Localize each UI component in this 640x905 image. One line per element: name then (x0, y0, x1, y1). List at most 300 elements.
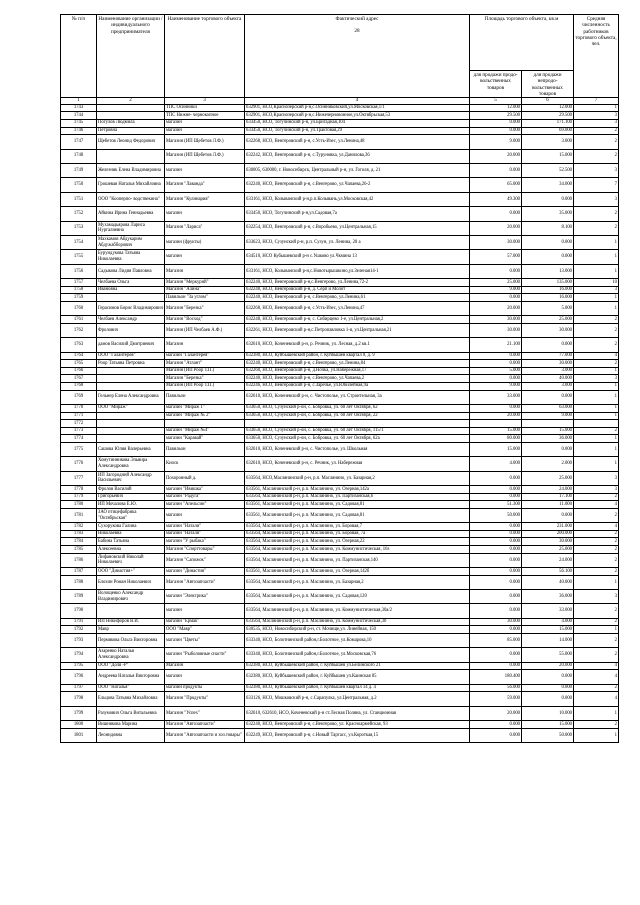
table-row (61, 412, 619, 420)
header-area-group: Площадь торгового объекта, кв.м (470, 15, 574, 71)
cell-number: 1767 (61, 375, 97, 383)
cell-area-food: 0.000 (470, 728, 522, 742)
cell-organization: Сухорукова Галина (97, 523, 165, 531)
cell-staff: 1 (574, 294, 619, 302)
cell-area-food: 180.400 (470, 670, 522, 684)
cell-area-food: 0.000 (470, 604, 522, 618)
cell-area-nonfood: 3.000 (522, 367, 574, 375)
cell-number: 1757 (61, 279, 97, 287)
cell-address: 630535, НСО, Новосибирский р-н, ст. Мочище,ул. Линейная, 150 (245, 626, 470, 634)
cell-trade-object: магазин (165, 670, 245, 684)
cell-trade-object: Магазин (165, 338, 245, 352)
cell-area-nonfood: 35.000 (522, 207, 574, 221)
cell-trade-object: Магазин "Березка" (165, 375, 245, 383)
table-row (61, 382, 619, 390)
cell-address: 632240, НСО, Венгеровский р-н,с.Венгерово, ул.Ленина,72-2 (245, 279, 470, 287)
cell-number: 1753 (61, 221, 97, 235)
cell-address: 633564, НСО,Маслянинский р-н, р.п. Маслянино, ул. Базарная,2 (245, 471, 470, 485)
cell-address: 633623, НСО, Сузунский р-н, р.п. Сузун, ул. Ленина, 20 а (245, 235, 470, 249)
cell-area-nonfood: 8.100 (522, 221, 574, 235)
cell-trade-object: магазин (165, 508, 245, 522)
table-row (61, 553, 619, 567)
cell-trade-object: магазин (165, 207, 245, 221)
cell-number: 1747 (61, 135, 97, 149)
cell-staff: 1 (574, 250, 619, 264)
table-header (61, 15, 619, 105)
header-staff: Средняя численность работников торгового объекта, чел. (574, 15, 619, 98)
cell-area-food: 30.000 (470, 618, 522, 626)
header-area-nonfood: для продажи непродо- вольственных товаров (522, 71, 574, 98)
cell-staff: 2 (574, 634, 619, 648)
cell-area-food: 12.000 (470, 104, 522, 112)
cell-address: 633564, Маслянинский р-н, р.п. Маслянино, ул. Садовая,120 (245, 590, 470, 604)
cell-staff: 1 (574, 390, 619, 404)
cell-organization (97, 367, 165, 375)
table-row (61, 301, 619, 315)
cell-staff: 1 (574, 235, 619, 249)
cell-staff: 2 (574, 493, 619, 501)
cell-area-nonfood: 40.000 (522, 575, 574, 589)
cell-trade-object: магазин (165, 604, 245, 618)
cell-area-food: 20.000 (470, 412, 522, 420)
table-row (61, 286, 619, 294)
table-row (61, 457, 619, 471)
cell-organization: Погулов Людмила (97, 119, 165, 127)
cell-area-food: 0.000 (470, 575, 522, 589)
cell-trade-object: Павильон (165, 390, 245, 404)
cell-area-food: 80.000 (470, 435, 522, 443)
table-row (61, 648, 619, 662)
table-row (61, 471, 619, 485)
cell-staff: 1 (574, 404, 619, 412)
cell-organization: Азаренко Наталья Александровна (97, 648, 165, 662)
cell-area-food: 56.000 (470, 684, 522, 692)
cell-trade-object: магазин "Династия" (165, 568, 245, 576)
cell-address: 632268, НСО, Венгеровский р-н, с.Усть-Изес, ул.Ленина,48 (245, 135, 470, 149)
cell-staff: 2 (574, 604, 619, 618)
table-row (61, 626, 619, 634)
cell-area-nonfood: 2.000 (522, 457, 574, 471)
column-number: 4 (245, 98, 470, 105)
table-row (61, 493, 619, 501)
table-row (61, 692, 619, 706)
header-address (245, 15, 470, 98)
cell-area-nonfood: 0.000 (522, 692, 574, 706)
cell-staff: 2 (574, 618, 619, 626)
cell-area-nonfood: 20.000 (522, 662, 574, 670)
cell-trade-object: Магазин "Сапожок" (165, 553, 245, 567)
cell-number: 1775 (61, 442, 97, 456)
cell-area-nonfood: 29.500 (522, 112, 574, 120)
table-row (61, 375, 619, 383)
cell-area-nonfood: 0.000 (522, 338, 574, 352)
cell-area-nonfood: 4.000 (522, 618, 574, 626)
cell-area-food: 0.000 (470, 127, 522, 135)
cell-trade-object: магазин "Натали" (165, 530, 245, 538)
cell-area-nonfood: 0.000 (522, 684, 574, 692)
cell-organization: Бабина Татьяна (97, 538, 165, 546)
cell-trade-object: Магазин "Восход" (165, 316, 245, 324)
cell-address: 632240, НСО, Венгеровский р-н, с.Венгерово, ул.Чапаева,26-2 (245, 178, 470, 192)
table-row (61, 604, 619, 618)
cell-address: 632248, НСО, Венгеровский р-н, с. Сибирцево 1-е, ул.Центральная,2 (245, 316, 470, 324)
cell-address: 632248, НСО, Венгеровский р-н, д. Серп и Молот (245, 286, 470, 294)
cell-address: 633340, НСО, Болотнинский район,г.Болотное, ул.Московская,76 (245, 648, 470, 662)
cell-trade-object: магазин "Электрика" (165, 590, 245, 604)
cell-number: 1756 (61, 264, 97, 278)
column-number: 5 (470, 98, 522, 105)
table-row (61, 323, 619, 337)
table-row (61, 508, 619, 522)
cell-staff: 2 (574, 721, 619, 729)
table-row (61, 568, 619, 576)
cell-staff: 2 (574, 648, 619, 662)
cell-address: 632610, НСО, Коченевский р-н, с. Чистополье, ул. Строительная, 3а (245, 390, 470, 404)
cell-organization: Сашова Юлия Валерьевна (97, 442, 165, 456)
cell-staff: 1 (574, 382, 619, 390)
cell-area-nonfood: 30.000 (522, 360, 574, 368)
cell-number: 1748 (61, 149, 97, 163)
cell-organization: ЗАО птицефабрика "Октябрьская" (97, 508, 165, 522)
cell-organization: Мавр (97, 626, 165, 634)
cell-trade-object: Магазин "Автозапчасти и хоз.товары" (165, 728, 245, 742)
cell-staff: 2 (574, 427, 619, 435)
cell-staff (574, 420, 619, 428)
cell-organization: Гельнер Елена Александровна (97, 390, 165, 404)
cell-number: 1758 (61, 286, 97, 294)
cell-area-nonfood: 171.100 (522, 119, 574, 127)
table-row (61, 264, 619, 278)
cell-trade-object: магазин продукты (165, 684, 245, 692)
cell-address: 632380, НСО, Куйбышевский район, г. Куйбышев квартал 8, д. 9 (245, 352, 470, 360)
table-row (61, 728, 619, 742)
cell-area-food: 65.000 (470, 178, 522, 192)
cell-trade-object: Магазин "Атлант" (165, 360, 245, 368)
cell-staff: 3 (574, 119, 619, 127)
table-row (61, 294, 619, 302)
cell-trade-object: магазин (165, 127, 245, 135)
cell-trade-object: Магазин "Березка" (165, 301, 245, 315)
cell-area-food: 15.000 (470, 427, 522, 435)
header-area-food: для продажи продо- вольственных товаров (470, 71, 522, 98)
cell-number: 1790 (61, 604, 97, 618)
cell-address: 634510, НСО Кубышевский р-н с.Ушково ул.Чкмина 13 (245, 250, 470, 264)
cell-organization: Блохин Роман Николаевич (97, 575, 165, 589)
cell-staff: 1 (574, 575, 619, 589)
cell-address: 632380, НСО, Куйбышевский район, г. Куйбышев ул.Каинская 85 (245, 670, 470, 684)
cell-area-nonfood: 25.000 (522, 316, 574, 324)
cell-area-food: 0.000 (470, 207, 522, 221)
cell-trade-object: Магазин "Лариса" (165, 221, 245, 235)
table-row (61, 427, 619, 435)
cell-staff: 2 (574, 568, 619, 576)
cell-address: 632380, НСО, Куйбышевский район, г. Куйбышев квартал 14 д. 4 (245, 684, 470, 692)
cell-number: 1783 (61, 530, 97, 538)
cell-trade-object: Магазин (165, 662, 245, 670)
cell-trade-object: магазин "Апельсин" (165, 501, 245, 509)
cell-number: 1763 (61, 338, 97, 352)
cell-staff: 3 (574, 590, 619, 604)
cell-staff: 1 (574, 442, 619, 456)
cell-area-nonfood: 30.000 (522, 323, 574, 337)
cell-number: 1784 (61, 538, 97, 546)
cell-number: 1786 (61, 553, 97, 567)
cell-organization (97, 382, 165, 390)
cell-organization: Герасимов Борис Владимирович (97, 301, 165, 315)
cell-area-food: 9.000 (470, 286, 522, 294)
cell-number: 1774 (61, 435, 97, 443)
cell-area-nonfood: 16.000 (522, 294, 574, 302)
cell-trade-object: магазин "Мираж 1" (165, 404, 245, 412)
cell-address: 632242, НСО, Венгеровский р-н, с.Туруновка, ул.Данилова,36 (245, 149, 470, 163)
cell-address: 633650, НСО, Сузунский р-он, с. Бобровка, ул. 60 лет Октября, 22 (245, 412, 470, 420)
table-row (61, 546, 619, 554)
cell-area-food: 0.000 (470, 471, 522, 485)
cell-number: 1765 (61, 360, 97, 368)
cell-address: 633561, Маслянинский р-н, р.п. Маслянино, ул. Озерная,142а (245, 486, 470, 494)
cell-address: 633564, Маслянинский р-н, р.п. Маслянино, ул. Коммунистическая,30 (245, 618, 470, 626)
cell-trade-object: Магазин "Меркурий" (165, 279, 245, 287)
column-number: 2 (97, 98, 165, 105)
cell-staff: 2 (574, 135, 619, 149)
cell-area-food: 0.000 (470, 721, 522, 729)
cell-organization: Грошевая Наталья Михайловна (97, 178, 165, 192)
cell-number: 1770 (61, 404, 97, 412)
cell-staff: 2 (574, 546, 619, 554)
table-row (61, 135, 619, 149)
table-row (61, 442, 619, 456)
cell-address: 633564, Маслянинский р-н, р.п. Маслянино, ул. Озерная,22 (245, 538, 470, 546)
cell-area-nonfood: 25.000 (522, 546, 574, 554)
cell-trade-object: Магазин "Кулинария" (165, 192, 245, 206)
cell-number: 1799 (61, 706, 97, 720)
cell-organization: Вишнякова Марина (97, 721, 165, 729)
table-row (61, 207, 619, 221)
cell-organization: ИП Никифоров В.И. (97, 618, 165, 626)
table-row (61, 149, 619, 163)
table-row (61, 530, 619, 538)
table-row (61, 390, 619, 404)
cell-staff: 4 (574, 662, 619, 670)
cell-address: 632380, НСО, Куйбышевский район, г. Куйбышев ул.Белинского 21 (245, 662, 470, 670)
cell-area-food: 20.000 (470, 221, 522, 235)
cell-area-nonfood: 0.000 (522, 235, 574, 249)
cell-trade-object: магазин "Натали" (165, 523, 245, 531)
cell-area-nonfood: 3.000 (522, 135, 574, 149)
cell-address: 632249, НСО, Венгеровский р-н, с.Новый Тартасс, ул.Короткая,15 (245, 728, 470, 742)
cell-organization: Григорьевич (97, 493, 165, 501)
cell-address: 633161, НСО, Колыванский р-н,с.Новотырышкино,ул.Зеленая14-1 (245, 264, 470, 278)
cell-area-food: 20.000 (470, 706, 522, 720)
cell-address: 633564, Маслянинский р-н, р.п. Маслянино, ул. Боровая,7 (245, 523, 470, 531)
table-row (61, 575, 619, 589)
cell-organization (97, 420, 165, 428)
cell-number: 1750 (61, 178, 97, 192)
cell-staff: 1 (574, 367, 619, 375)
cell-staff: 1 (574, 264, 619, 278)
cell-area-nonfood: 0.000 (522, 250, 574, 264)
cell-area-nonfood: 69.000 (522, 127, 574, 135)
cell-number: 1745 (61, 119, 97, 127)
table-row (61, 235, 619, 249)
cell-area-nonfood: 15.000 (522, 427, 574, 435)
cell-area-nonfood: 15.000 (522, 721, 574, 729)
cell-address: 632240, НСО, Венгеровский р-н, с.Венгерово, ул. Красноармейская, 93 (245, 721, 470, 729)
cell-number: 1779 (61, 493, 97, 501)
cell-organization: Роор Татьяна Петровна (97, 360, 165, 368)
cell-area-nonfood: 5.000 (522, 301, 574, 315)
cell-area-food: 51.300 (470, 501, 522, 509)
cell-staff: 2 (574, 530, 619, 538)
cell-trade-object: Павильон (165, 442, 245, 456)
cell-area-food: 0.000 (470, 119, 522, 127)
cell-area-food: 20.000 (470, 301, 522, 315)
cell-staff: 7 (574, 178, 619, 192)
table-row (61, 486, 619, 494)
cell-organization: Фролович (97, 323, 165, 337)
column-number: 7 (574, 98, 619, 105)
cell-staff: 1 (574, 728, 619, 742)
cell-trade-object: магазин "У рыбака" (165, 538, 245, 546)
cell-area-food: 0.000 (470, 360, 522, 368)
cell-trade-object: Киоск (165, 457, 245, 471)
column-number-row (61, 98, 619, 105)
cell-trade-object: Магазин (ИП Щебетов Л.Ф.) (165, 149, 245, 163)
table-row (61, 367, 619, 375)
cell-staff: 3 (574, 471, 619, 485)
cell-area-food: 0.000 (470, 163, 522, 177)
cell-staff: 3 (574, 486, 619, 494)
cell-trade-object: магазин "Ермак" (165, 618, 245, 626)
table-row (61, 192, 619, 206)
cell-trade-object: магазин "Цветы" (165, 634, 245, 648)
cell-area-nonfood: 15.000 (522, 149, 574, 163)
cell-organization (97, 375, 165, 383)
cell-staff: 2 (574, 553, 619, 567)
cell-trade-object: Магазин "Автозапчасти" (165, 575, 245, 589)
cell-number: 1759 (61, 294, 97, 302)
cell-area-food: 5.000 (470, 367, 522, 375)
cell-area-food: 0.000 (470, 523, 522, 531)
cell-organization: Пермякова Ольга Викторовна (97, 634, 165, 648)
table-row (61, 634, 619, 648)
cell-area-food: 0.000 (470, 662, 522, 670)
cell-area-food: 57.000 (470, 250, 522, 264)
cell-organization: Ельцова Татьяна Михайловна (97, 692, 165, 706)
cell-staff: 3 (574, 192, 619, 206)
cell-staff: 2 (574, 508, 619, 522)
cell-area-food: 0.000 (470, 530, 522, 538)
table-row (61, 250, 619, 264)
cell-organization (97, 104, 165, 112)
table-row (61, 104, 619, 112)
cell-address: 633650, НСО, Сузунский р-он, с. Бобровка, ул. 60 лет Октября, 62 (245, 404, 470, 412)
cell-area-nonfood: 33.000 (522, 604, 574, 618)
cell-address: 632254, НСО, Венгеровский р-н, с.Воробьево, ул.Центральная,15 (245, 221, 470, 235)
cell-area-food: 29.500 (470, 112, 522, 120)
cell-trade-object: магазин "Мираж № 2" (165, 412, 245, 420)
cell-area-nonfood: 200.000 (522, 530, 574, 538)
cell-organization: Айкина Ирина Геннадьевна (97, 207, 165, 221)
cell-area-food: 0.000 (470, 493, 522, 501)
cell-area-nonfood: 0.000 (522, 508, 574, 522)
cell-address: 633650, НСО, Сузунский р-он, с. Бобровка, ул. 60 лет Октября, 115/1 (245, 427, 470, 435)
cell-number: 1778 (61, 486, 97, 494)
cell-organization: ООО "Галантерея" (97, 352, 165, 360)
table-row (61, 706, 619, 720)
cell-organization: дамов Василий Дмитриевич (97, 338, 165, 352)
cell-number: 1792 (61, 626, 97, 634)
cell-trade-object: Магазин "Продукты" (165, 692, 245, 706)
cell-organization: Разумович Ольга Витальевна (97, 706, 165, 720)
cell-trade-object: Магазин "Спорттовары" (165, 546, 245, 554)
cell-number: 1777 (61, 471, 97, 485)
cell-area-food: 50.000 (470, 508, 522, 522)
cell-area-nonfood: 34.000 (522, 178, 574, 192)
cell-area-nonfood: 24.000 (522, 486, 574, 494)
cell-area-nonfood: 0.000 (522, 670, 574, 684)
cell-number: 1749 (61, 163, 97, 177)
cell-organization: Петровна (97, 127, 165, 135)
table-row (61, 178, 619, 192)
cell-area-nonfood: 12.000 (522, 104, 574, 112)
table-row (61, 538, 619, 546)
table-row (61, 420, 619, 428)
cell-trade-object: магазин "Рыболовные снасти" (165, 648, 245, 662)
cell-address: 632240, НСО, Венгеровский р-н, с.Венгерово, ул.Чапаева,2 (245, 375, 470, 383)
cell-address: 632240, НСО, Венгеровский р-н, с.Венгерово, ул.Ленина,61 (245, 294, 470, 302)
cell-staff: 2 (574, 221, 619, 235)
cell-trade-object: магазин "Ивишка" (165, 486, 245, 494)
cell-area-nonfood: 16.000 (522, 286, 574, 294)
header-organization: Наименование организации / индивидуального предпринимателя (97, 15, 165, 98)
cell-area-food: 0.000 (470, 648, 522, 662)
header-address-note: 28 (354, 28, 360, 35)
cell-number: 1762 (61, 323, 97, 337)
cell-number: 1743 (61, 104, 97, 112)
cell-organization: ООО "Доля -Р" (97, 662, 165, 670)
cell-area-food: 9.000 (470, 135, 522, 149)
cell-address: 633564, Маслянинский р-н, р.п. Маслянино, ул. Коммунистическая, 16з (245, 546, 470, 554)
cell-organization: Хомутинникова Эльвира Александровна (97, 457, 165, 471)
cell-number: 1798 (61, 692, 97, 706)
table-row (61, 279, 619, 287)
cell-number: 1761 (61, 316, 97, 324)
cell-organization: Фролов Василий (97, 486, 165, 494)
cell-organization: Щебетов Леонид Федорович (97, 135, 165, 149)
table-row (61, 618, 619, 626)
cell-organization: ИП Загородний Александр Васильевич (97, 471, 165, 485)
cell-area-food: 0.000 (470, 404, 522, 412)
cell-staff: 1 (574, 412, 619, 420)
cell-area-nonfood: 9.000 (522, 412, 574, 420)
cell-staff: 1 (574, 626, 619, 634)
cell-area-nonfood: 56.100 (522, 568, 574, 576)
cell-number: 1785 (61, 546, 97, 554)
cell-trade-object: магазин (165, 163, 245, 177)
cell-address: 632261, НСО, Венгеровский р-н,с.Петропавловка 1-я, ул.Центральная,21 (245, 323, 470, 337)
cell-number: 1764 (61, 352, 97, 360)
cell-trade-object: ТПС Осинники (165, 104, 245, 112)
cell-area-food: 0.000 (470, 294, 522, 302)
cell-trade-object: Магазин (ИП Щебетов Л.Ф.) (165, 135, 245, 149)
cell-address: 632901, НСО,Краснозерский р-н,с.Осинниковский,ул.Московская,1/1 (245, 104, 470, 112)
table-row (61, 316, 619, 324)
cell-organization: Ивановна (97, 286, 165, 294)
cell-staff: 3 (574, 163, 619, 177)
cell-staff: 2 (574, 207, 619, 221)
cell-organization (97, 294, 165, 302)
